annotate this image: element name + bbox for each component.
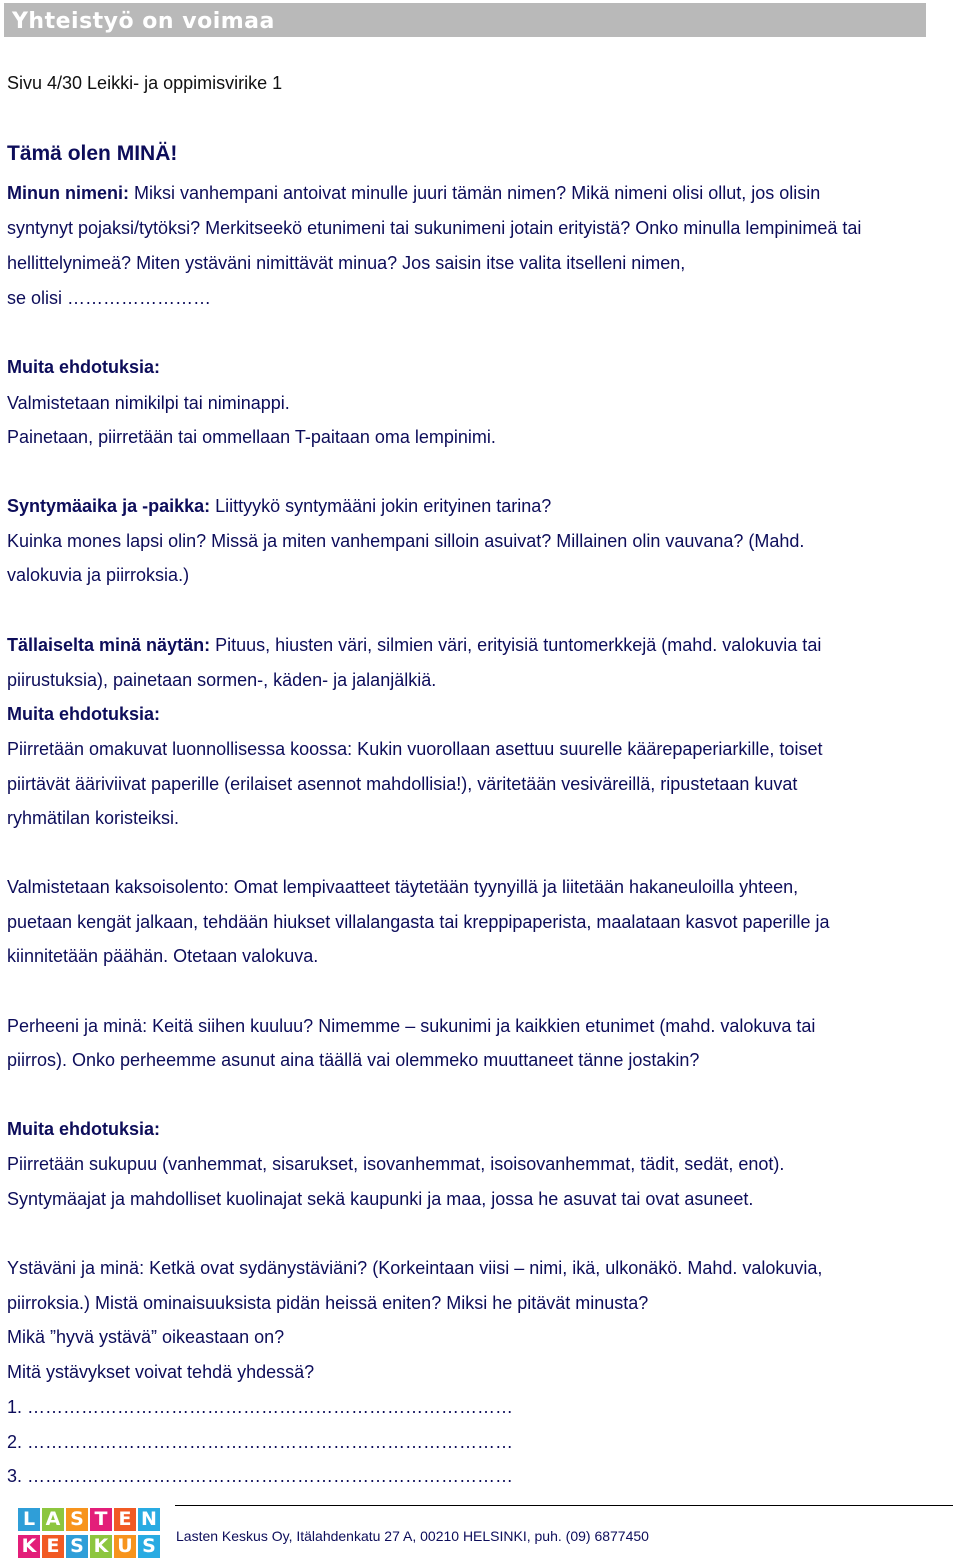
- list-item: 2. ………………………………………………………………………: [7, 1432, 514, 1452]
- name-label: Minun nimeni:: [7, 183, 129, 203]
- family-line-1: Perheeni ja minä: Keitä siihen kuuluu? Nimemme – sukunimi ja kaikkien etunimet (mahd. valokuva tai: [7, 1016, 816, 1036]
- logo-tile: A: [42, 1508, 64, 1531]
- name-line-4: se olisi ……………………: [7, 288, 212, 308]
- looks-line-1: Tällaiselta minä näytän: Pituus, hiusten väri, silmien väri, erityisiä tuntomerkkejä (mahd. valokuvia tai: [7, 635, 822, 655]
- logo-tile: N: [138, 1508, 160, 1531]
- twin-line-3: kiinnitetään päähän. Otetaan valokuva.: [7, 946, 319, 966]
- logo-tile: K: [18, 1535, 40, 1558]
- name-line-1: Minun nimeni: Miksi vanhempani antoivat minulle juuri tämän nimen? Mikä nimeni olisi ollut, jos olisin: [7, 183, 821, 203]
- list-item: 3. ………………………………………………………………………: [7, 1466, 514, 1486]
- footer-divider: [175, 1505, 953, 1506]
- suggestion-3-line-1: Piirretään sukupuu (vanhemmat, sisarukset, isovanhemmat, isoisovanhemmat, tädit, sedät, enot).: [7, 1154, 785, 1174]
- logo-tile: T: [90, 1508, 112, 1531]
- suggestions-label-2: Muita ehdotuksia:: [7, 704, 161, 724]
- family-line-2: piirros). Onko perheemme asunut aina täällä vai olemmeko muuttaneet tänne jostakin?: [7, 1050, 700, 1070]
- logo-tile: L: [18, 1508, 40, 1531]
- friends-line-1: Ystäväni ja minä: Ketkä ovat sydänystäviäni? (Korkeintaan viisi – nimi, ikä, ulkonäkö. Mahd. valokuvia,: [7, 1258, 823, 1278]
- friends-line-3: Mikä ”hyvä ystävä” oikeastaan on?: [7, 1327, 285, 1347]
- birth-label: Syntymäaika ja -paikka:: [7, 496, 211, 516]
- friends-line-2: piirroksia.) Mistä ominaisuuksista pidän heissä eniten? Miksi he pitävät minusta?: [7, 1293, 649, 1313]
- twin-line-1: Valmistetaan kaksoisolento: Omat lempivaatteet täytetään tyynyillä ja liitetään hakaneuloilla yhteen,: [7, 877, 799, 897]
- twin-line-2: puetaan kengät jalkaan, tehdään hiukset villalangasta tai kreppipaperista, maalataan kasvot paperille ja: [7, 912, 830, 932]
- birth-line-1: Syntymäaika ja -paikka: Liittyykö syntymääni jokin erityinen tarina?: [7, 496, 552, 516]
- looks-line-2: piirustuksia), painetaan sormen-, käden- ja jalanjälkiä.: [7, 670, 437, 690]
- logo-tile: S: [138, 1535, 160, 1558]
- suggestion-2-line-1: Piirretään omakuvat luonnollisessa koossa: Kukin vuorollaan asettuu suurelle käärepaperiarkille, toiset: [7, 739, 823, 759]
- suggestion-3-line-2: Syntymäajat ja mahdolliset kuolinajat sekä kaupunki ja maa, jossa he asuvat tai ovat asuneet.: [7, 1189, 754, 1209]
- page-info: Sivu 4/30 Leikki- ja oppimisvirike 1: [7, 73, 283, 93]
- friends-line-4: Mitä ystävykset voivat tehdä yhdessä?: [7, 1362, 315, 1382]
- birth-line-3: valokuvia ja piirroksia.): [7, 565, 190, 585]
- logo-tile: S: [66, 1535, 88, 1558]
- name-line-3: hellittelynimeä? Miten ystäväni nimittävät minua? Jos saisin itse valita itselleni nimen,: [7, 253, 686, 273]
- logo-tile: U: [114, 1535, 136, 1558]
- header-title: Yhteistyö on voimaa: [12, 9, 275, 34]
- suggestions-label-3: Muita ehdotuksia:: [7, 1119, 161, 1139]
- suggestion-2-line-2: piirtävät ääriviivat paperille (erilaiset asennot mahdollisia!), väritetään vesiväreillä, ripustetaan kuvat: [7, 774, 798, 794]
- header-bar: [4, 3, 926, 37]
- section-title: Tämä olen MINÄ!: [7, 142, 178, 165]
- logo-tile: E: [42, 1535, 64, 1558]
- looks-label: Tällaiselta minä näytän:: [7, 635, 211, 655]
- name-line-2: syntynyt pojaksi/tytöksi? Merkitseekö etunimeni tai sukunimeni jotain erityistä? Onko minulla lempinimeä tai: [7, 218, 862, 238]
- suggestion-2-line-3: ryhmätilan koristeiksi.: [7, 808, 180, 828]
- suggestion-1-line-1: Valmistetaan nimikilpi tai niminappi.: [7, 393, 290, 413]
- footer-address: Lasten Keskus Oy, Itälahdenkatu 27 A, 00210 HELSINKI, puh. (09) 6877450: [176, 1528, 649, 1544]
- birth-line-2: Kuinka mones lapsi olin? Missä ja miten vanhempani silloin asuivat? Millainen olin vauvana? (Mahd.: [7, 531, 805, 551]
- logo-tile: S: [66, 1508, 88, 1531]
- logo-tile: E: [114, 1508, 136, 1531]
- logo-tile: K: [90, 1535, 112, 1558]
- suggestion-1-line-2: Painetaan, piirretään tai ommellaan T-paitaan oma lempinimi.: [7, 427, 496, 447]
- list-item: 1. ………………………………………………………………………: [7, 1397, 514, 1417]
- suggestions-label-1: Muita ehdotuksia:: [7, 357, 161, 377]
- lasten-keskus-logo: [18, 1508, 163, 1560]
